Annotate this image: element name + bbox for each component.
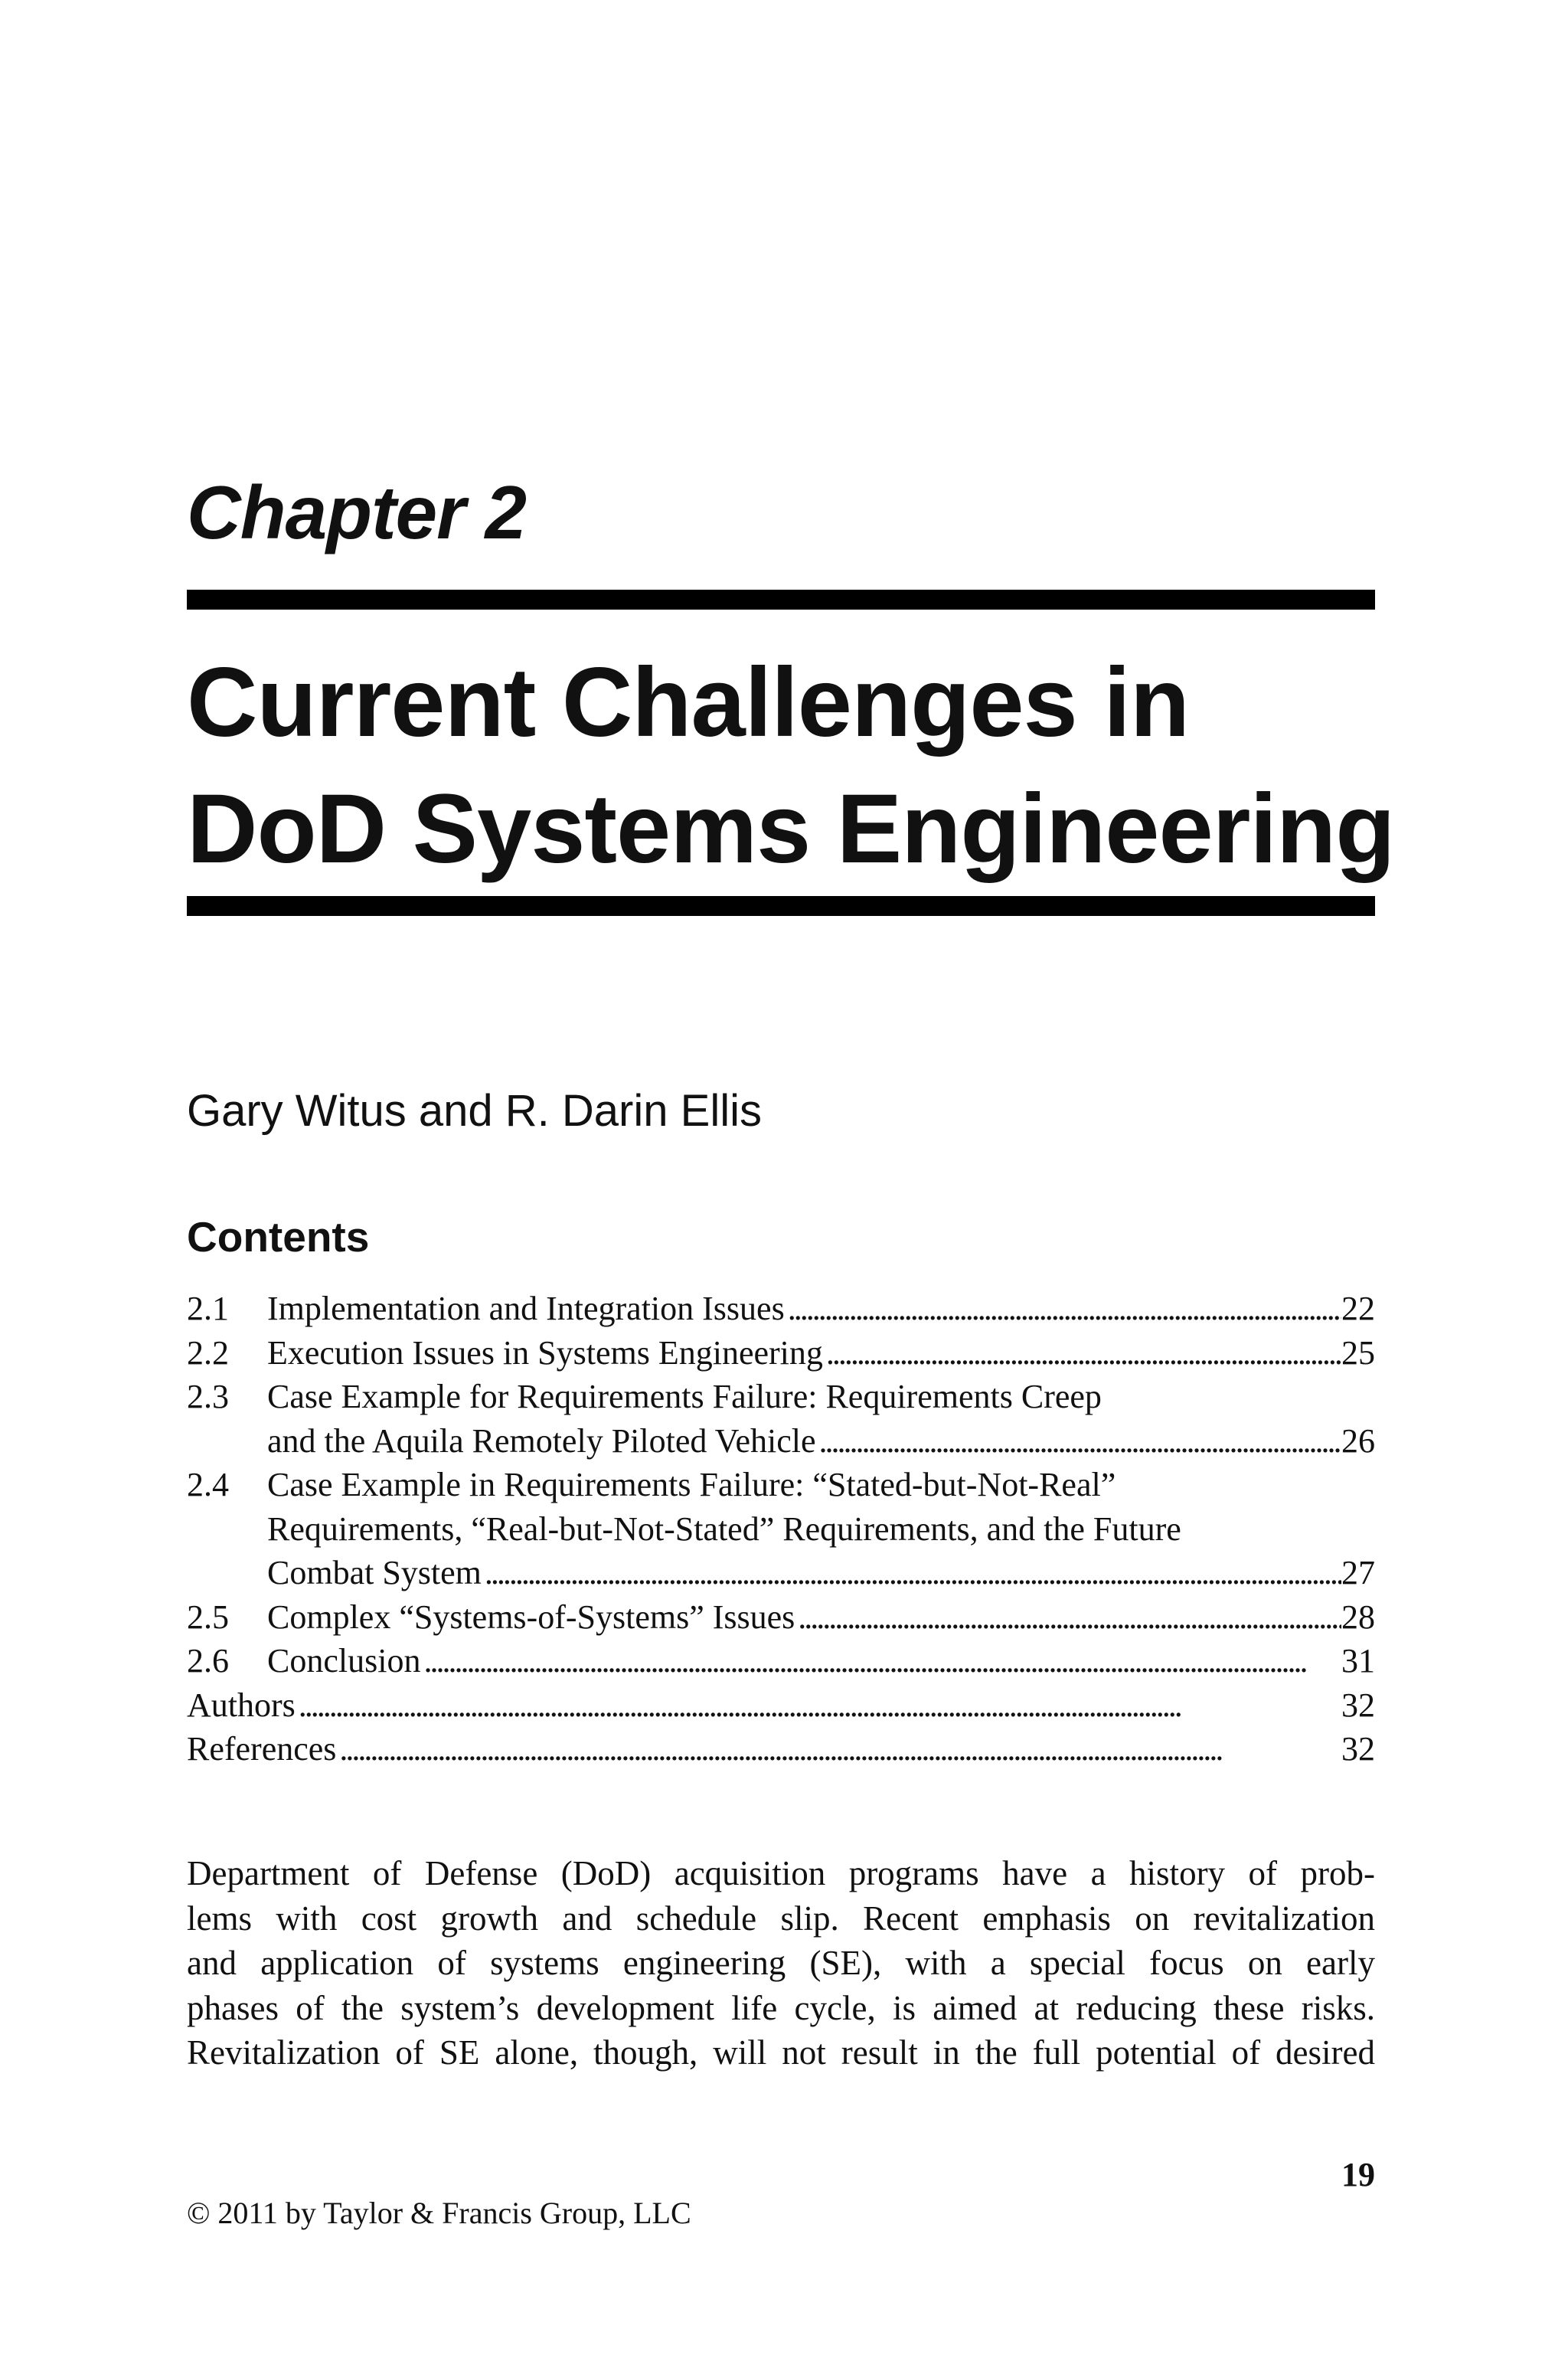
- toc-entry[interactable]: [187, 1331, 1375, 1375]
- toc-entry-number: 2.3: [187, 1378, 229, 1415]
- body-line: phases of the system’s development life cycle, is aimed at reducing these risks.: [187, 1988, 1375, 2027]
- chapter-title-line: Current Challenges in: [187, 648, 1189, 757]
- copyright-notice: © 2011 by Taylor & Francis Group, LLC: [187, 2196, 691, 2230]
- toc-entry-continuation[interactable]: [187, 1507, 1375, 1552]
- toc-dot-leader: [823, 1331, 1341, 1375]
- body-line: and application of systems engineering (SE), with a special focus on early: [187, 1944, 1375, 1982]
- toc-entry-title: Implementation and Integration Issues: [267, 1290, 785, 1327]
- toc-entry-title: Case Example in Requirements Failure: “Stated-but-Not-Real”: [267, 1466, 1116, 1503]
- bottom-rule: [187, 896, 1375, 916]
- toc-entry[interactable]: [187, 1727, 1375, 1771]
- toc-entry-title: Execution Issues in Systems Engineering: [267, 1333, 823, 1372]
- chapter-title: [187, 639, 1395, 892]
- toc-entry-title: Authors: [187, 1686, 296, 1724]
- toc-entry-number: 2.2: [187, 1333, 229, 1372]
- top-rule: [187, 590, 1375, 610]
- toc-entry-page: 27: [1341, 1554, 1375, 1591]
- toc-entry-title: Case Example for Requirements Failure: Requirements Creep: [267, 1378, 1102, 1415]
- toc-entry[interactable]: [187, 1683, 1375, 1728]
- toc-entry[interactable]: [187, 1463, 1375, 1507]
- toc-entry-page: 32: [1341, 1730, 1375, 1768]
- chapter-title-line: DoD Systems Engineering: [187, 774, 1395, 884]
- chapter-authors: Gary Witus and R. Darin Ellis: [187, 1086, 762, 1136]
- toc-entry-title: Requirements, “Real-but-Not-Stated” Requirements, and the Future: [267, 1509, 1181, 1548]
- table-of-contents: [187, 1287, 1375, 1771]
- toc-entry[interactable]: [187, 1639, 1375, 1683]
- toc-entry-number: 2.5: [187, 1598, 229, 1636]
- toc-dot-leader: [420, 1639, 1341, 1683]
- toc-entry-title: Combat System: [267, 1554, 482, 1591]
- toc-entry-continuation[interactable]: [187, 1419, 1375, 1464]
- toc-entry[interactable]: [187, 1287, 1375, 1331]
- toc-entry-number: 2.6: [187, 1642, 229, 1680]
- toc-entry-page: 32: [1341, 1686, 1375, 1724]
- toc-entry-title: References: [187, 1730, 337, 1768]
- body-line: Department of Defense (DoD) acquisition programs have a history of prob-: [187, 1854, 1375, 1892]
- chapter-label: Chapter 2: [187, 470, 527, 554]
- toc-dot-leader: [336, 1727, 1341, 1771]
- toc-entry-page: 31: [1341, 1642, 1375, 1680]
- toc-entry-title: Complex “Systems-of-Systems” Issues: [267, 1598, 795, 1636]
- toc-entry-page: 25: [1341, 1333, 1375, 1372]
- toc-entry-number: 2.1: [187, 1290, 229, 1327]
- toc-dot-leader: [816, 1419, 1341, 1464]
- toc-entry-continuation[interactable]: [187, 1551, 1375, 1595]
- toc-entry[interactable]: [187, 1595, 1375, 1640]
- body-paragraph: [187, 1851, 1375, 2075]
- body-line: lems with cost growth and schedule slip. Recent emphasis on revitalization: [187, 1899, 1375, 1938]
- toc-dot-leader: [482, 1551, 1341, 1595]
- body-line: Revitalization of SE alone, though, will not result in the full potential of desired: [187, 2033, 1375, 2072]
- toc-entry-title: Conclusion: [267, 1642, 421, 1680]
- page-number: 19: [1341, 2156, 1375, 2193]
- toc-entry[interactable]: [187, 1375, 1375, 1419]
- toc-entry-number: 2.4: [187, 1466, 229, 1503]
- contents-heading: Contents: [187, 1213, 370, 1261]
- toc-dot-leader: [785, 1287, 1341, 1331]
- toc-entry-page: 22: [1341, 1290, 1375, 1327]
- toc-entry-title: and the Aquila Remotely Piloted Vehicle: [267, 1421, 816, 1460]
- toc-dot-leader: [296, 1683, 1341, 1728]
- toc-entry-page: 26: [1341, 1421, 1375, 1460]
- toc-entry-page: 28: [1341, 1598, 1375, 1636]
- toc-dot-leader: [795, 1595, 1341, 1640]
